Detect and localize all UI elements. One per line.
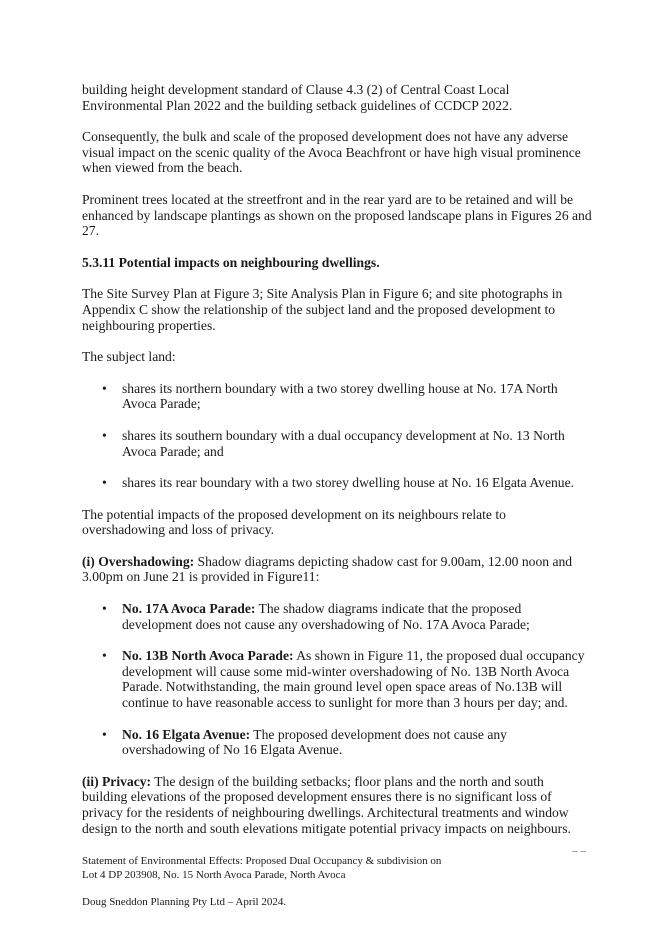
list-item bbox=[82, 381, 592, 412]
list-item-term: No. 17A Avoca Parade: bbox=[122, 601, 256, 617]
list-item-text: shares its northern boundary with a two storey dwelling house at No. 17A North Avoca Parade; bbox=[122, 380, 558, 412]
list-item-text: shares its rear boundary with a two storey dwelling house at No. 16 Elgata Avenue. bbox=[122, 475, 575, 491]
section-heading: 5.3.11 Potential impacts on neighbouring dwellings. bbox=[82, 254, 380, 270]
boundary-list bbox=[82, 381, 592, 491]
footer-spacer bbox=[82, 882, 592, 896]
bullet-icon: • bbox=[102, 380, 107, 396]
paragraph-trees: Prominent trees located at the streetfront and in the rear yard are to be retained and will be enhanced by landscape plantings as shown on the proposed landscape plans in Figures 26 and 27. bbox=[82, 191, 592, 239]
overshadowing-label: (i) Overshadowing: bbox=[82, 553, 195, 569]
privacy-label: (ii) Privacy: bbox=[82, 773, 152, 789]
list-item-text: The proposed development does not cause any overshadowing of No 16 Elgata Avenue. bbox=[122, 726, 507, 758]
list-item bbox=[82, 428, 592, 459]
list-item bbox=[82, 601, 592, 632]
privacy-text: The design of the building setbacks; floor plans and the north and south building elevations of the proposed development ensures there is no significant loss of privacy for the residents of neighbouring dwellings. Architectural treatments and window design to the north and south elevations mitigate potential privacy impacts on neighbours. bbox=[82, 773, 571, 836]
list-item-term: No. 13B North Avoca Parade: bbox=[122, 648, 294, 664]
page-mark: – – bbox=[572, 845, 586, 857]
list-item-text: The shadow diagrams indicate that the proposed development does not cause any overshadowing of No. 17A Avoca Parade; bbox=[122, 601, 530, 632]
paragraph-height-standard: building height development standard of Clause 4.3 (2) of Central Coast Local Environmental Plan 2022 and the building setback guidelines of CCDCP 2022. bbox=[82, 82, 513, 113]
list-item-text: As shown in Figure 11, the proposed dual occupancy development will cause some mid-winter overshadowing of No. 13B North Avoca Parade. Notwithstanding, the main ground level open space areas of No.13B will continue to have reasonable access to sunlight for more than 3 hours per day; and. bbox=[122, 648, 585, 711]
list-item bbox=[82, 727, 592, 758]
list-item bbox=[82, 475, 592, 491]
list-item-text: shares its southern boundary with a dual occupancy development at No. 13 North Avoca Parade; and bbox=[122, 427, 565, 459]
paragraph-subject-land: The subject land: bbox=[82, 349, 176, 365]
footer-line: Lot 4 DP 203908, No. 15 North Avoca Parade, North Avoca bbox=[82, 868, 346, 881]
paragraph-site-plans: The Site Survey Plan at Figure 3; Site Analysis Plan in Figure 6; and site photographs in Appendix C show the relationship of the subject land and the proposed development to neighbouring properties. bbox=[82, 286, 563, 333]
bullet-icon: • bbox=[102, 427, 107, 443]
overshadowing-text: Shadow diagrams depicting shadow cast for 9.00am, 12.00 noon and 3.00pm on June 21 is provided in Figure11: bbox=[82, 553, 573, 585]
paragraph-overshadowing bbox=[82, 554, 592, 585]
list-item-term: No. 16 Elgata Avenue: bbox=[122, 726, 251, 742]
bullet-icon: • bbox=[102, 648, 107, 664]
footer-line: Statement of Environmental Effects: Proposed Dual Occupancy & subdivision on bbox=[82, 855, 442, 867]
paragraph-privacy bbox=[82, 774, 592, 836]
paragraph-bulk-scale: Consequently, the bulk and scale of the proposed development does not have any adverse visual impact on the scenic quality of the Avoca Beachfront or have high visual prominence when viewed from the beach. bbox=[82, 129, 581, 176]
bullet-icon: • bbox=[102, 726, 107, 742]
page-footer bbox=[82, 855, 592, 910]
bullet-icon: • bbox=[102, 475, 107, 491]
footer-author: Doug Sneddon Planning Pty Ltd – April 2024. bbox=[82, 896, 287, 908]
overshadowing-list bbox=[82, 601, 592, 758]
document-page bbox=[82, 82, 592, 852]
bullet-icon: • bbox=[102, 601, 107, 617]
list-item bbox=[82, 648, 592, 710]
paragraph-impacts: The potential impacts of the proposed development on its neighbours relate to overshadowing and loss of privacy. bbox=[82, 506, 506, 538]
